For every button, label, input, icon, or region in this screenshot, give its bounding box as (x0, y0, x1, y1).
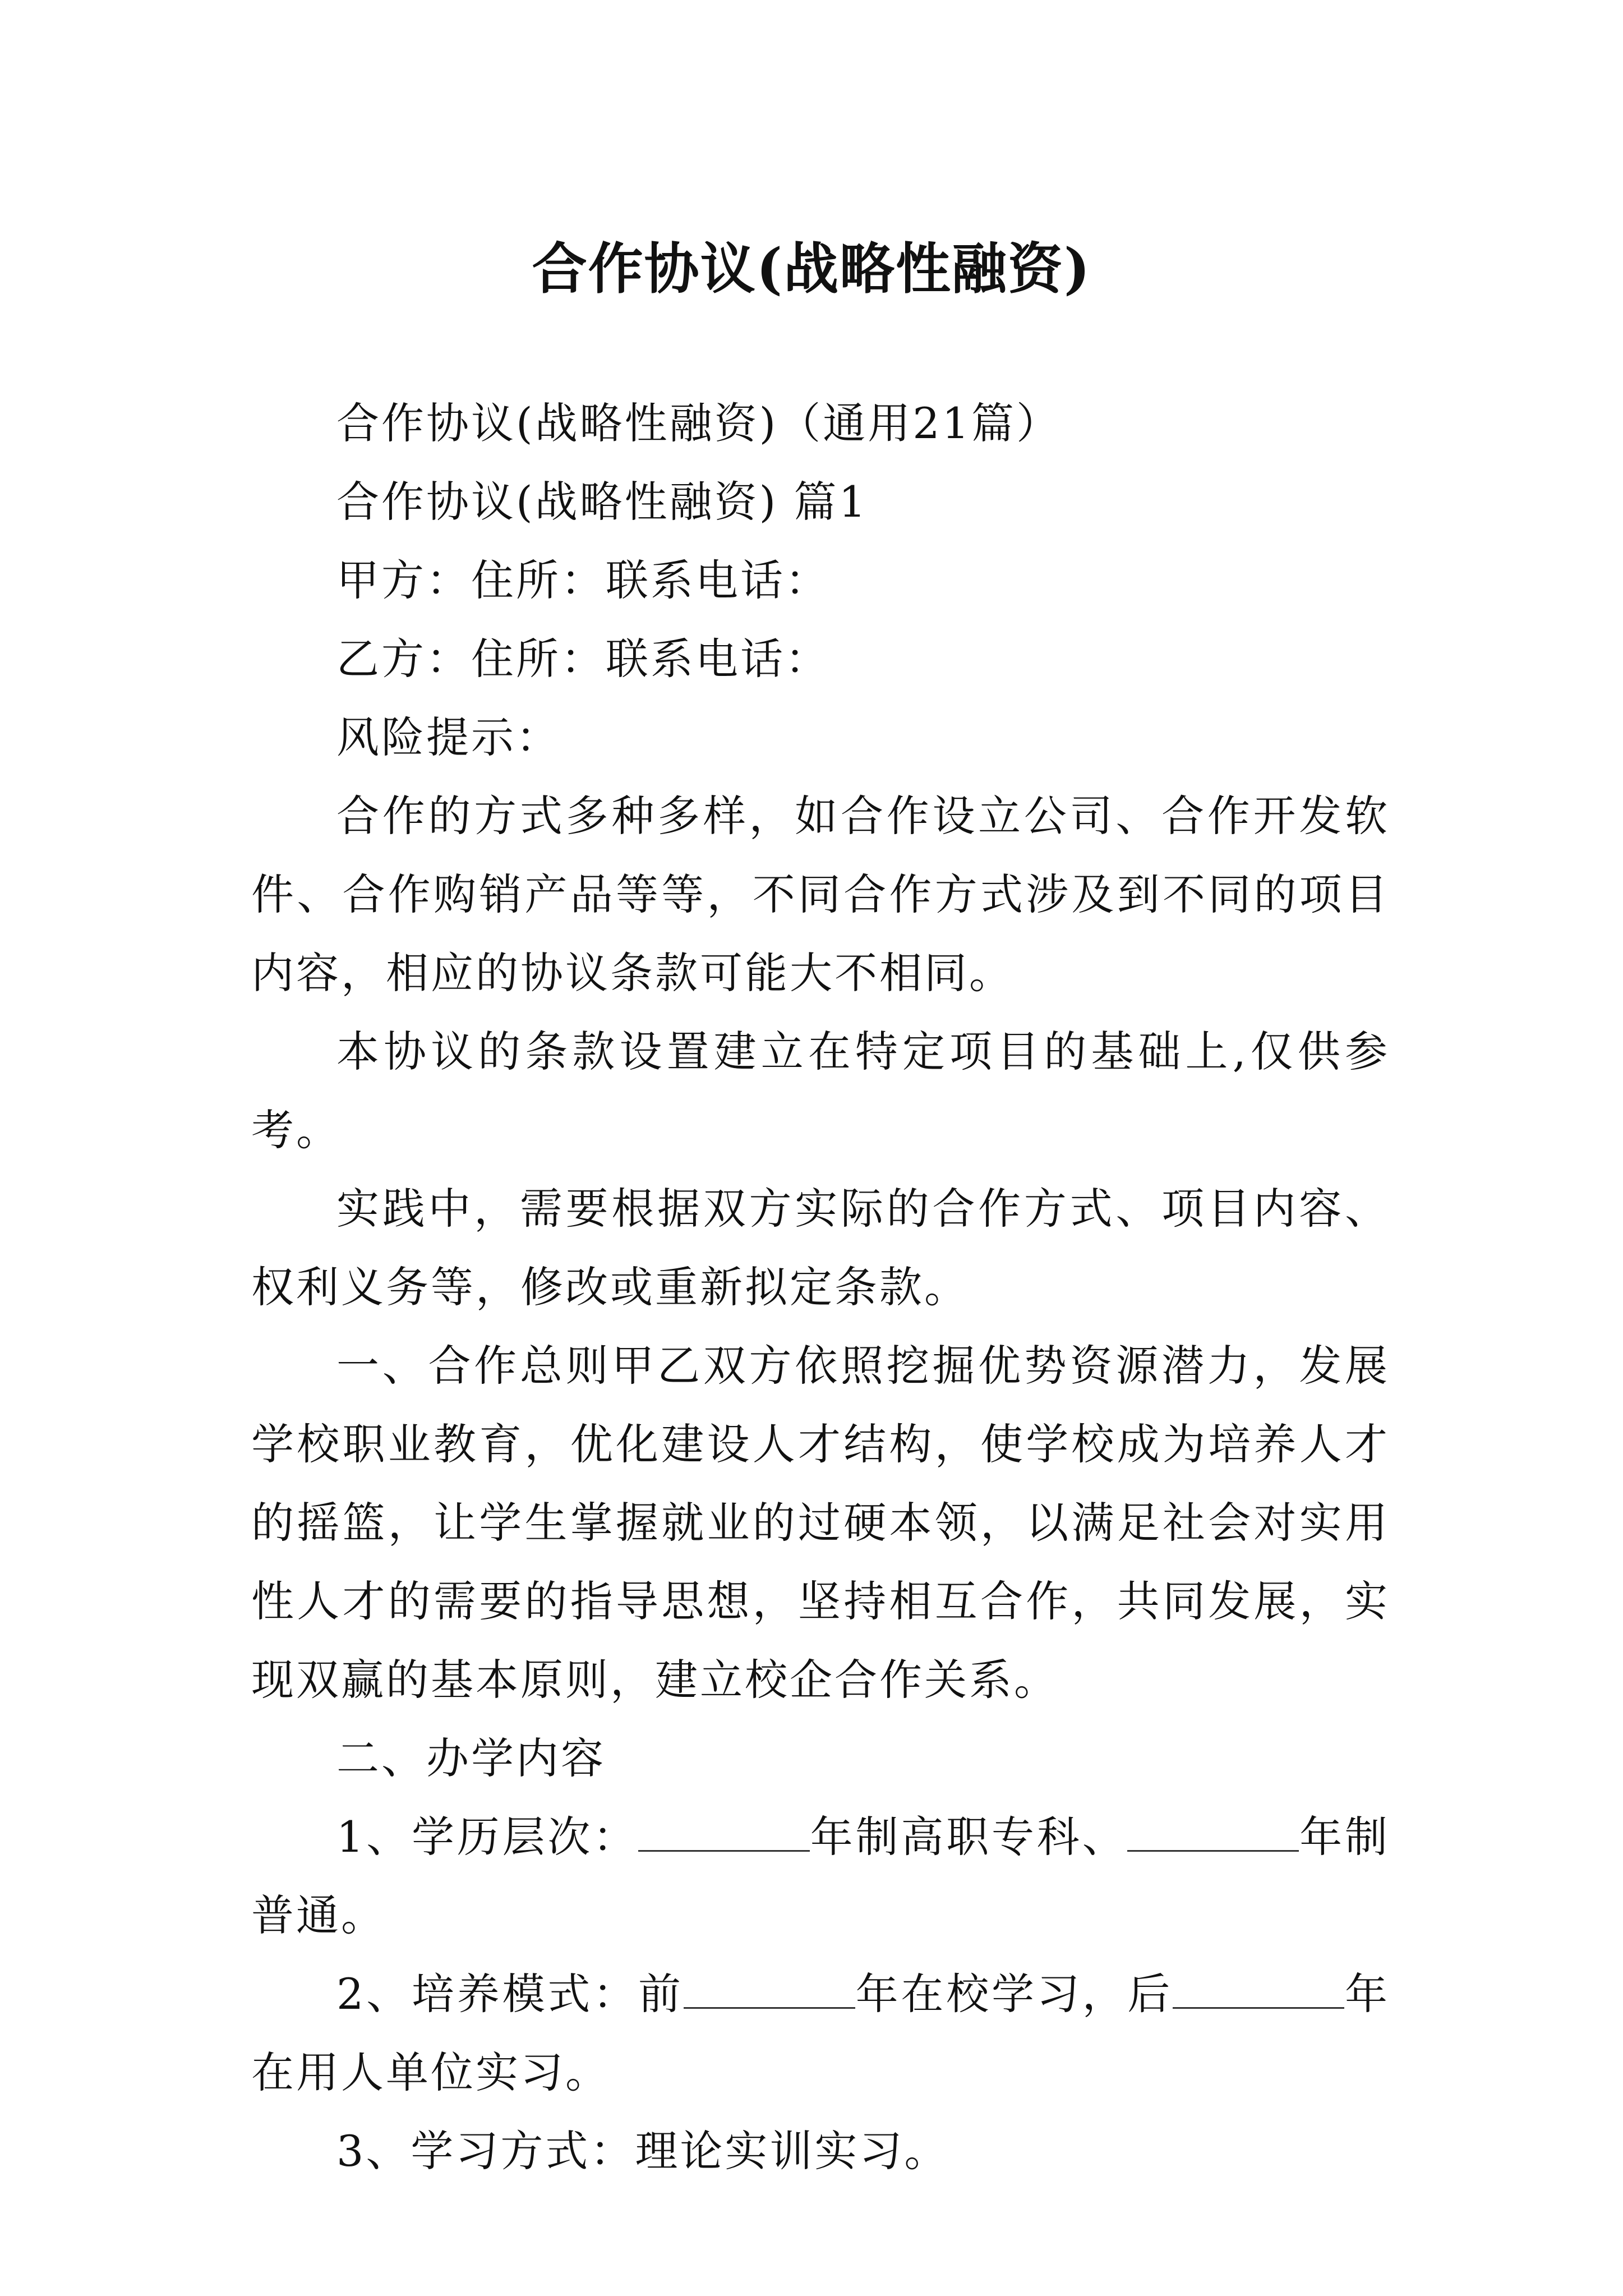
education-level-blank-1[interactable] (638, 1815, 810, 1852)
reference-note-paragraph: 本协议的条款设置建立在特定项目的基础上,仅供参考。 (251, 1027, 1390, 1155)
party-a-line: 甲方：住所：联系电话： (336, 555, 830, 605)
training-mode-suffix: 年在用人单位实习。 (251, 1969, 1390, 2097)
training-mode-prefix: 2、培养模式：前 (336, 1969, 684, 2019)
party-b-line: 乙方：住所：联系电话： (336, 634, 830, 684)
education-level-blank-2[interactable] (1127, 1815, 1299, 1852)
education-level-suffix: 年制普通。 (251, 1812, 1390, 1940)
training-mode-blank-1[interactable] (684, 1972, 855, 2009)
school-content-heading: 二、办学内容 (336, 1733, 606, 1783)
section-heading: 合作协议(战略性融资) 篇1 (336, 477, 868, 527)
practice-note-paragraph: 实践中，需要根据双方实际的合作方式、项目内容、权利义务等，修改或重新拟定条款。 (251, 1184, 1390, 1312)
education-level-item (251, 1798, 1390, 1955)
document-title: 合作协议(战略性融资) (532, 236, 1091, 301)
cooperation-methods-paragraph: 合作的方式多种多样，如合作设立公司、合作开发软件、合作购销产品等等，不同合作方式涉及到不同的项目内容，相应的协议条款可能大不相同。 (251, 791, 1390, 998)
document-subtitle: 合作协议(战略性融资)（通用21篇） (336, 398, 1062, 448)
training-mode-item (251, 1955, 1390, 2112)
general-principles-paragraph: 一、合作总则甲乙双方依照挖掘优势资源潜力，发展学校职业教育，优化建设人才结构，使学校成为培养人才的摇篮，让学生掌握就业的过硬本领，以满足社会对实用性人才的需要的指导思想，坚持相互合作，共同发展，实现双赢的基本原则，建立校企合作关系。 (251, 1341, 1390, 1705)
learning-method-item: 3、学习方式：理论实训实习。 (336, 2126, 949, 2176)
risk-warning-heading: 风险提示： (336, 712, 561, 762)
training-mode-blank-2[interactable] (1173, 1972, 1344, 2009)
education-level-middle: 年制高职专科、 (809, 1812, 1128, 1862)
document-body (251, 384, 1390, 2191)
training-mode-middle: 年在校学习，后 (855, 1969, 1173, 2019)
education-level-prefix: 1、学历层次： (336, 1812, 638, 1862)
